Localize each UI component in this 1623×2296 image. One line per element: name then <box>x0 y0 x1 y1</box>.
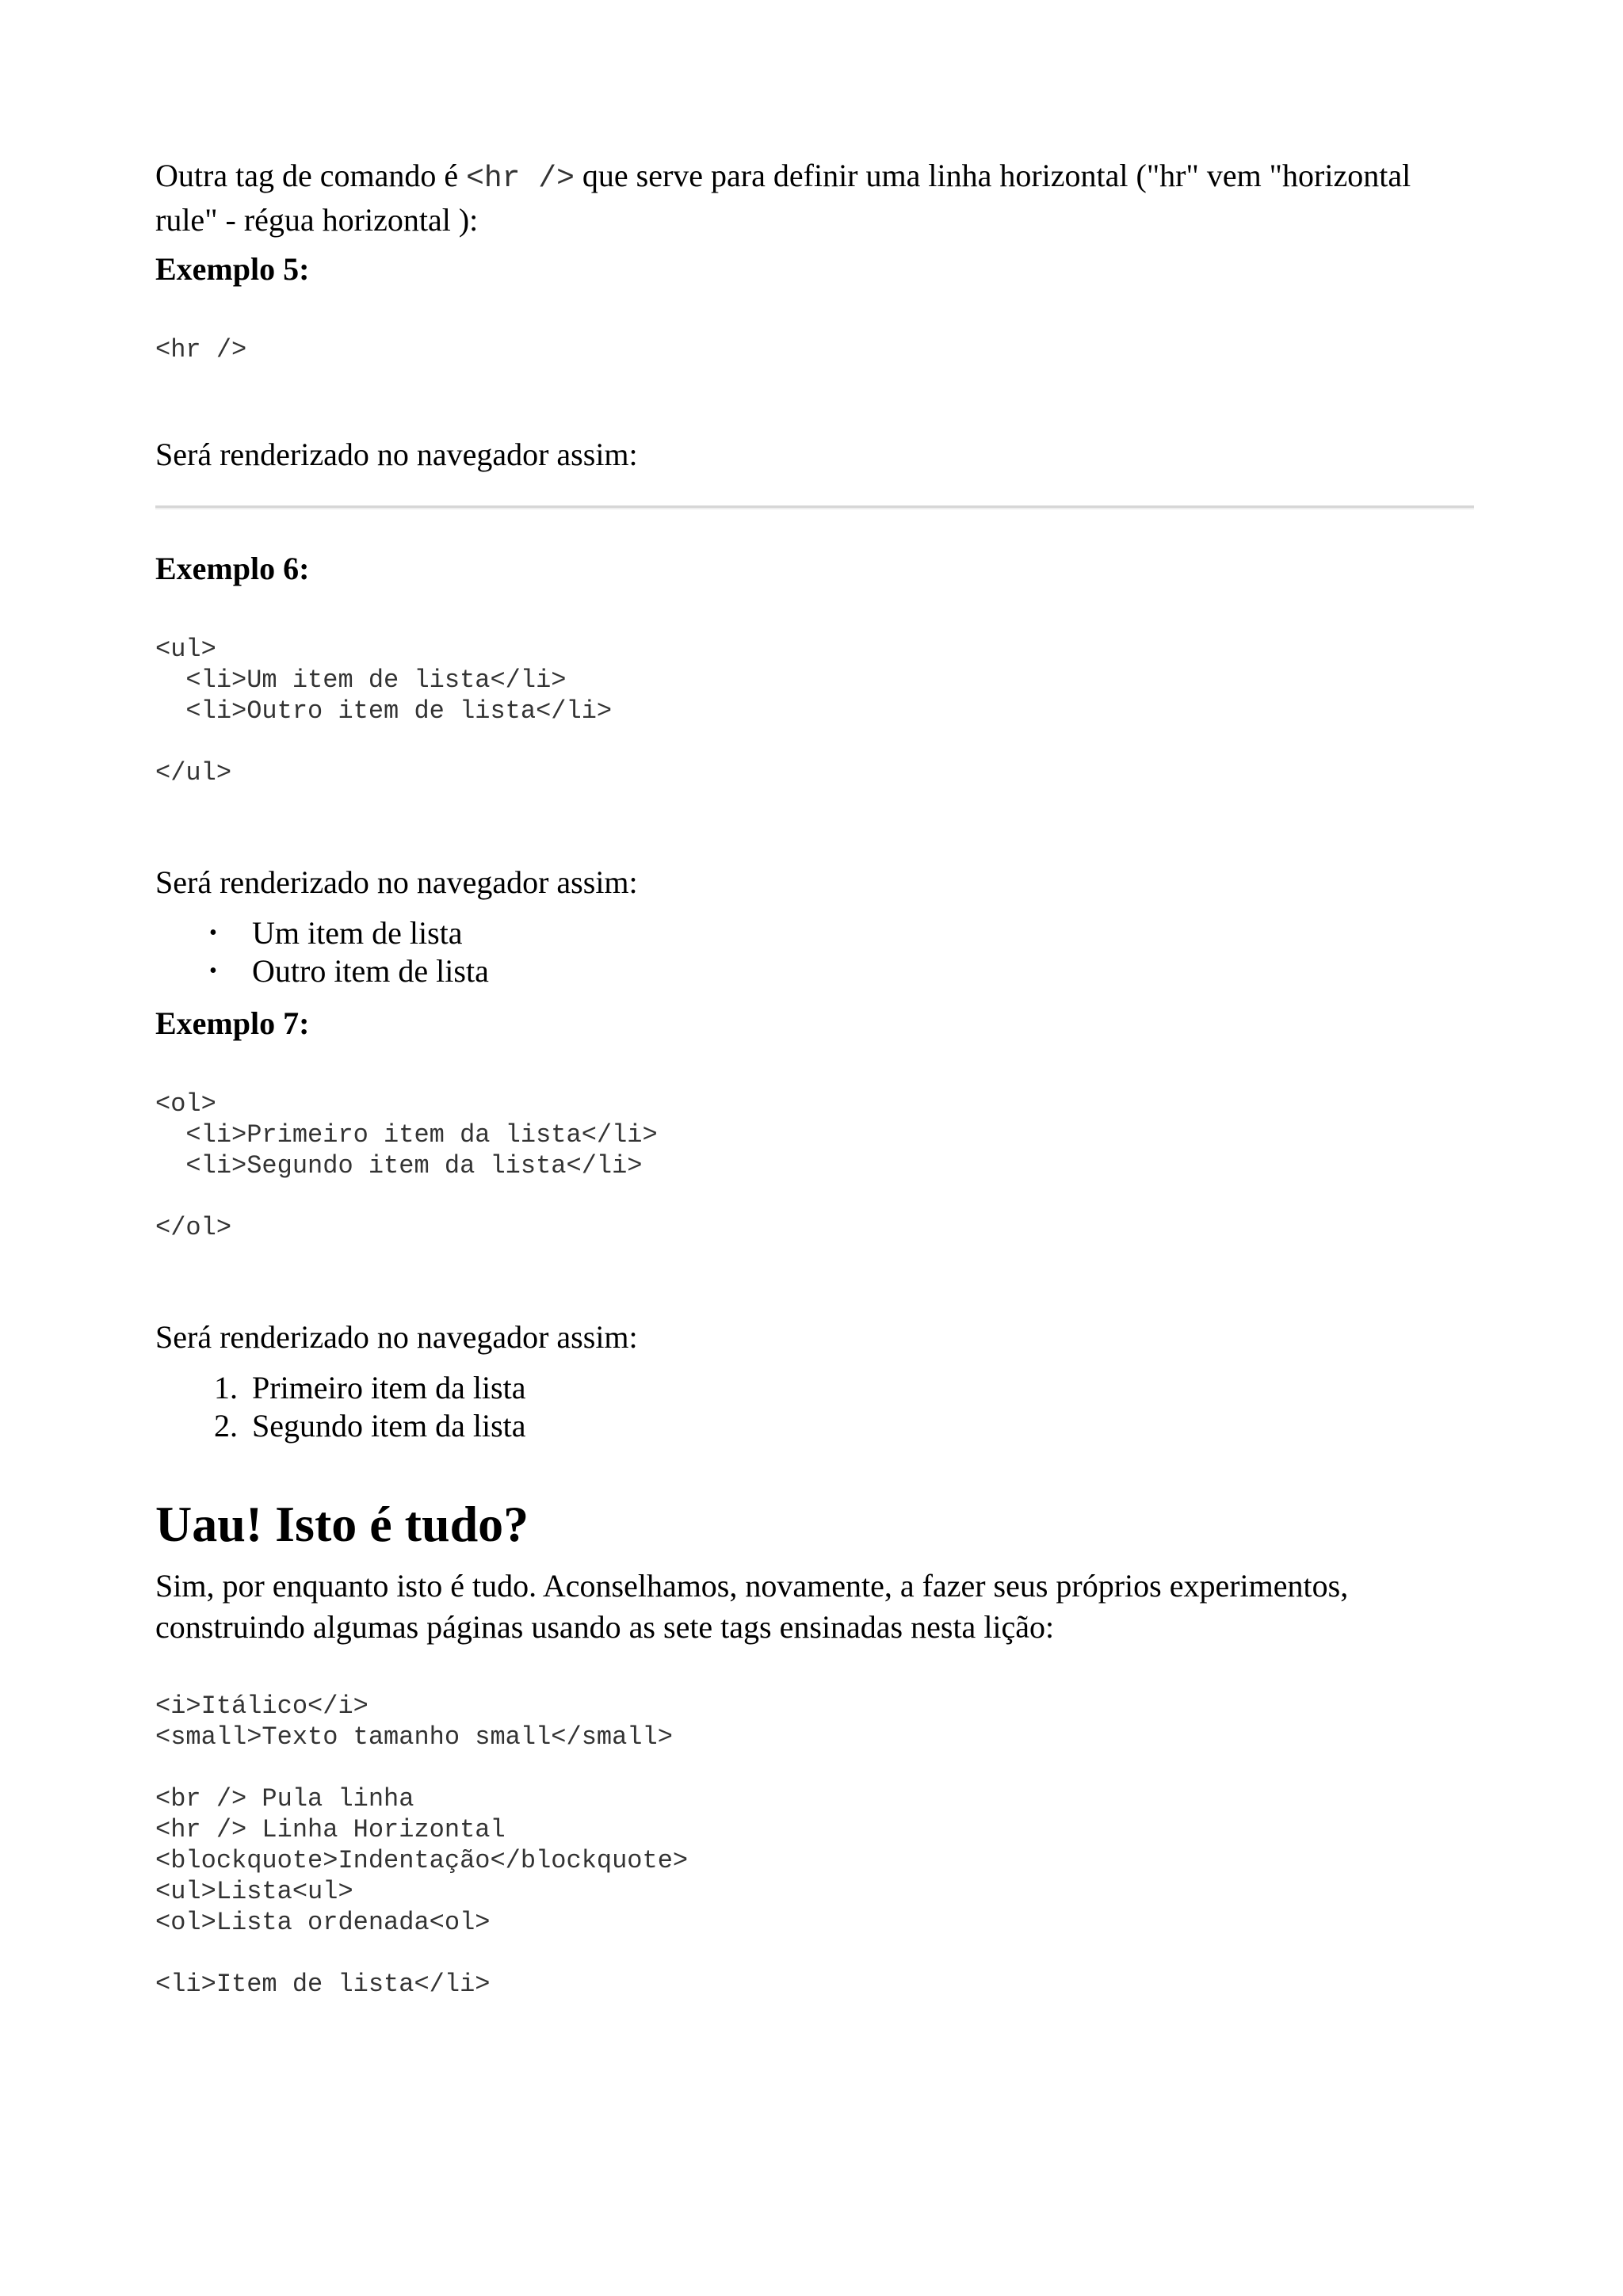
summary-code: <i>Itálico</i> <small>Texto tamanho small</small> <br /> Pula linha <hr /> Linha Horizontal <blockquote>Indentação</blockquote> <ul>Lista<ul> <ol>Lista ordenada<ol> <li>Item de lista</li> <box>155 1691 689 1999</box>
list-number: 1. <box>214 1370 238 1405</box>
example-5-code: <hr /> <box>155 335 247 364</box>
intro-inline-code: <hr /> <box>466 162 575 196</box>
list-item-text: Segundo item da lista <box>252 1408 526 1444</box>
list-number: 2. <box>214 1408 238 1444</box>
list-item <box>155 1369 526 1407</box>
intro-paragraph <box>155 155 1411 241</box>
intro-text-before: Outra tag de comando é <box>155 158 467 193</box>
list-item <box>155 1407 526 1445</box>
example-7-code: <ol> <li>Primeiro item da lista</li> <li>Segundo item da lista</li> </ol> <box>155 1089 658 1242</box>
intro-text-after: que serve para definir uma linha horizontal ("hr" vem "horizontal <box>574 158 1411 193</box>
summary-line-1: Sim, por enquanto isto é tudo. Aconselhamos, novamente, a fazer seus próprios experimentos, <box>155 1568 1349 1604</box>
list-item <box>155 914 489 952</box>
example-6-code: <ul> <li>Um item de lista</li> <li>Outro item de lista</li> </ul> <box>155 635 613 788</box>
example-7-heading: Exemplo 7: <box>155 1005 310 1041</box>
summary-paragraph <box>155 1566 1348 1648</box>
example-6-render-label: Será renderizado no navegador assim: <box>155 864 638 900</box>
example-7-rendered-list <box>155 1369 526 1445</box>
intro-line-2: rule" - régua horizontal ): <box>155 202 479 238</box>
list-item <box>155 952 489 990</box>
example-5-heading: Exemplo 5: <box>155 251 310 287</box>
intro-line-1 <box>155 155 1411 200</box>
section-title: Uau! Isto é tudo? <box>155 1496 529 1552</box>
rendered-horizontal-rule <box>155 505 1474 509</box>
example-5-render-label: Será renderizado no navegador assim: <box>155 437 638 472</box>
example-7-render-label: Será renderizado no navegador assim: <box>155 1319 638 1355</box>
list-item-text: Primeiro item da lista <box>252 1370 526 1405</box>
example-6-heading: Exemplo 6: <box>155 551 310 586</box>
list-item-text: Um item de lista <box>252 915 463 951</box>
bullet-icon: • <box>209 959 217 983</box>
bullet-icon: • <box>209 921 217 945</box>
summary-line-2: construindo algumas páginas usando as sete tags ensinadas nesta lição: <box>155 1609 1055 1645</box>
example-6-rendered-list <box>155 914 489 990</box>
list-item-text: Outro item de lista <box>252 953 489 989</box>
